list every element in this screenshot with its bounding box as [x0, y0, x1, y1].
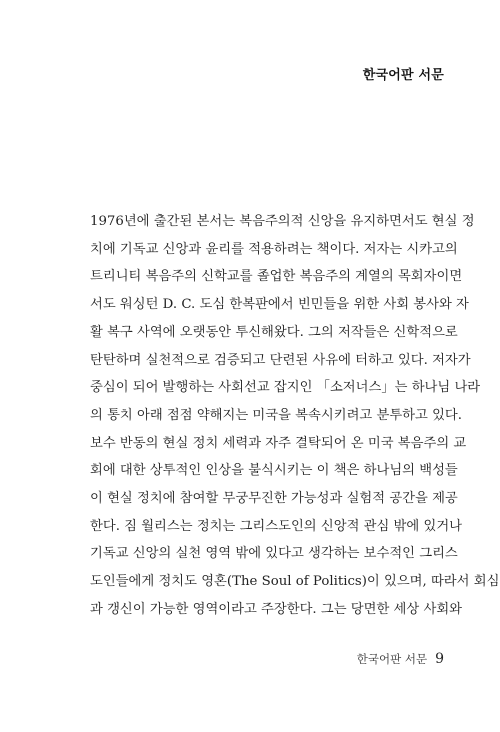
text-line-9: 보수 반동의 현실 정치 세력과 자주 결탁되어 온 미국 복음주의 교	[90, 435, 467, 451]
page-footer	[357, 651, 444, 667]
text-line-12: 한다. 짐 월리스는 정치는 그리스도인의 신앙적 관심 밖에 있거나	[90, 518, 463, 534]
text-line-10: 회에 대한 상투적인 인상을 불식시키는 이 책은 하나님의 백성들	[90, 463, 458, 479]
text-line-13: 기독교 신앙의 실천 영역 밖에 있다고 생각하는 보수적인 그리스	[90, 546, 458, 562]
text-line-8: 의 통치 아래 점점 약해지는 미국을 복속시키려고 분투하고 있다.	[90, 407, 463, 423]
running-title: 한국어판 서문	[356, 652, 428, 666]
text-line-3: 트리니티 복음주의 신학교를 졸업한 복음주의 계열의 목회자이면	[90, 269, 463, 285]
text-line-11: 이 현실 정치에 참여할 무궁무진한 가능성과 실험적 공간을 제공	[90, 491, 458, 507]
text-line-6: 탄탄하며 실천적으로 검증되고 단련된 사유에 터하고 있다. 저자가	[90, 352, 471, 368]
text-line-2: 치에 기독교 신앙과 윤리를 적용하려는 책이다. 저자는 시카고의	[90, 241, 458, 257]
text-line-5: 활 복구 사역에 오랫동안 투신해왔다. 그의 저작들은 신학적으로	[90, 324, 458, 340]
text-line-4: 서도 워싱턴 D. C. 도심 한복판에서 빈민들을 위한 사회 봉사와 자	[90, 297, 469, 313]
text-line-14: 도인들에게 정치도 영혼(The Soul of Politics)이 있으며, 따라서 회심	[90, 574, 500, 590]
text-line-7: 중심이 되어 발행하는 사회선교 잡지인 「소저너스」는 하나님 나라	[90, 380, 481, 396]
page-number: 9	[435, 651, 444, 667]
body-text	[90, 208, 500, 624]
text-line-1: 1976년에 출간된 본서는 복음주의적 신앙을 유지하면서도 현실 정	[90, 214, 475, 229]
text-line-15: 과 갱신이 가능한 영역이라고 주장한다. 그는 당면한 세상 사회와	[90, 601, 463, 617]
section-header: 한국어판 서문	[362, 68, 444, 83]
